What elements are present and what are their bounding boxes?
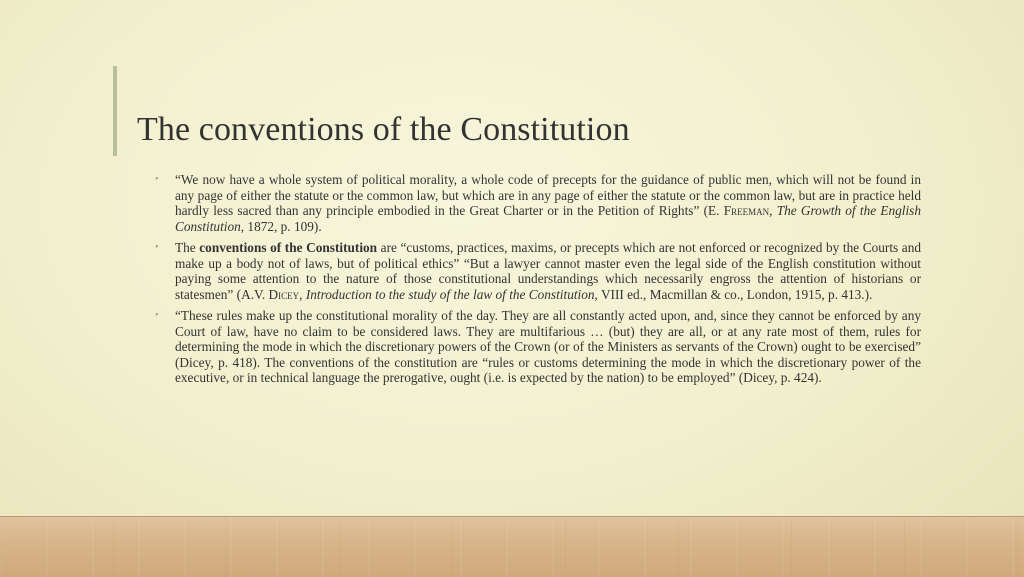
title-accent-bar (113, 66, 117, 156)
slide-body (155, 172, 921, 392)
text-run: , VIII ed., Macmillan & co., London, 1915, p. 413.). (594, 286, 873, 302)
wood-floor-decoration (0, 516, 1024, 577)
text-run: , 1872, p. 109). (240, 218, 322, 234)
author-name: E. Freeman (708, 203, 770, 218)
bullet-text (175, 308, 921, 386)
author-name: A.V. Dicey (241, 286, 300, 302)
bullet-item (155, 172, 921, 234)
bullet-text (175, 240, 921, 302)
text-run: The (175, 240, 200, 255)
bullet-item (155, 308, 921, 386)
text-run: , (299, 286, 306, 302)
text-run: “We now have a whole system of political morality, a whole code of precepts for the guidance of public men, which will not be found in any page of either the statute or the common law, but which are in any page of either the statute or the common law, but are in practice held hardly less sacred than any principle embodied in the Great Charter or in the Petition of Rights” ( (175, 172, 921, 218)
slide-title: The conventions of the Constitution (137, 111, 630, 148)
bullet-dot-icon: • (155, 242, 159, 253)
book-title: The Growth of the English Constitution (175, 203, 922, 234)
bullet-text (175, 172, 921, 234)
bullet-item (155, 240, 921, 302)
key-term: conventions of the Constitution (199, 240, 378, 255)
text-run: , (769, 203, 777, 218)
text-run: are “customs, practices, maxims, or precepts which are not enforced or recognized by the Courts and make up a body not of laws, but of political ethics” “But a lawyer cannot master even the legal side of the English constitution without paying some attention to the nature of those constitutional understandings which necessarily engross the attention of historians or statesmen” ( (175, 240, 921, 302)
bullet-dot-icon: • (155, 174, 159, 185)
bullet-dot-icon: • (155, 310, 159, 321)
text-run: “These rules make up the constitutional morality of the day. They are all constantly acted upon, and, since they cannot be enforced by any Court of law, have no claim to be considered laws. They are multifarious … (but) they are all, or at any rate most of them, rules for determining the mode in which the discretionary powers of the Crown (or of the Ministers as servants of the Crown) ought to be exercised” (Dicey, p. 418). The conventions of the constitution are “rules or customs determining the mode in which the discretionary power of the executive, or in technical language the prerogative, ought (i.e. is expected by the nation) to be employed” (Dicey, p. 424). (175, 308, 921, 385)
book-title: Introduction to the study of the law of the Constitution (305, 286, 595, 302)
